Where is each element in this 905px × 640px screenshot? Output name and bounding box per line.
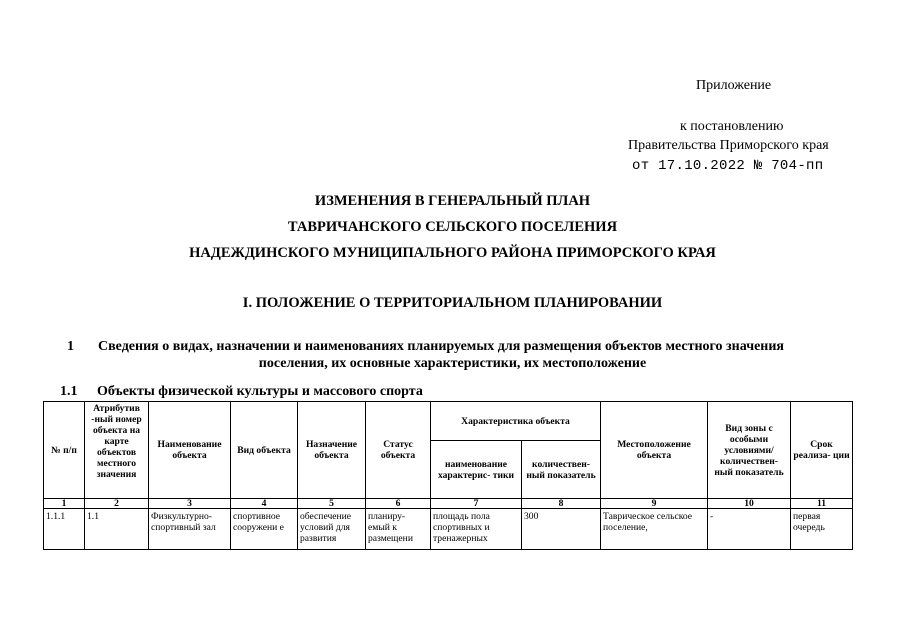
header-name: Наименование объекта — [149, 402, 231, 499]
cell-purpose: обеспечение условий для развития — [300, 511, 352, 544]
appendix-label: Приложение — [696, 78, 772, 93]
header-characteristics: Характеристика объекта — [431, 402, 601, 441]
table-row — [44, 509, 853, 550]
header-char-value: количествен- ный показатель — [522, 441, 601, 499]
subsubsection-heading: Объекты физической культуры и массового спорта — [97, 384, 423, 399]
cell-attr-number: 1.1 — [87, 511, 99, 522]
header-term: Срок реализа- ции — [791, 402, 853, 499]
header-location: Местоположение объекта — [601, 402, 708, 499]
objects-table — [43, 401, 853, 550]
cell-zone: - — [710, 511, 714, 522]
cell-char-value: 300 — [524, 511, 539, 522]
cell-num: 1.1.1 — [46, 511, 66, 522]
column-number: 2 — [85, 499, 149, 509]
column-number: 5 — [298, 499, 366, 509]
subsection-number: 1 — [67, 339, 74, 354]
cell-term: первая очередь — [793, 511, 825, 533]
header-status: Статус объекта — [366, 402, 431, 499]
column-numbers-row — [44, 499, 853, 509]
document-title-line-2: ТАВРИЧАНСКОГО СЕЛЬСКОГО ПОСЕЛЕНИЯ — [287, 219, 618, 235]
subsection-heading-line-1: Сведения о видах, назначении и наименованиях планируемых для размещения объектов местного значения — [98, 339, 785, 354]
column-number: 11 — [791, 499, 853, 509]
cell-status: планиру- емый к размещени — [368, 511, 413, 544]
header-purpose: Назначение объекта — [298, 402, 366, 499]
column-number: 4 — [231, 499, 298, 509]
section-heading: I. ПОЛОЖЕНИЕ О ТЕРРИТОРИАЛЬНОМ ПЛАНИРОВАНИИ — [242, 295, 663, 311]
cell-char-name: площадь пола спортивных и тренажерных — [433, 511, 490, 544]
to-resolution-label: к постановлению — [680, 119, 784, 134]
column-number: 9 — [601, 499, 708, 509]
column-number: 7 — [431, 499, 522, 509]
resolution-date-number: от 17.10.2022 № 704-пп — [632, 158, 824, 174]
document-title-line-3: НАДЕЖДИНСКОГО МУНИЦИПАЛЬНОГО РАЙОНА ПРИМОРСКОГО КРАЯ — [189, 245, 716, 261]
column-number: 3 — [149, 499, 231, 509]
cell-name: Физкультурно- спортивный зал — [151, 511, 216, 533]
header-type: Вид объекта — [231, 402, 298, 499]
header-attr-number: Атрибутив -ный номер объекта на карте объектов местного значения — [85, 402, 149, 499]
subsubsection-number: 1.1 — [60, 384, 78, 399]
cell-location: Таврическое сельское поселение, — [603, 511, 693, 533]
document-title-line-1: ИЗМЕНЕНИЯ В ГЕНЕРАЛЬНЫЙ ПЛАН — [314, 193, 591, 209]
column-number: 8 — [522, 499, 601, 509]
header-zone: Вид зоны с особыми условиями/ количествен- ный показатель — [708, 402, 791, 499]
government-label: Правительства Приморского края — [628, 138, 829, 153]
subsection-heading-line-2: поселения, их основные характеристики, их местоположение — [258, 356, 647, 371]
header-char-name: наименование характерис- тики — [431, 441, 522, 499]
header-num: № п/п — [44, 402, 85, 499]
column-number: 1 — [44, 499, 85, 509]
column-number: 10 — [708, 499, 791, 509]
column-number: 6 — [366, 499, 431, 509]
cell-type: спортивное сооружени е — [233, 511, 284, 533]
